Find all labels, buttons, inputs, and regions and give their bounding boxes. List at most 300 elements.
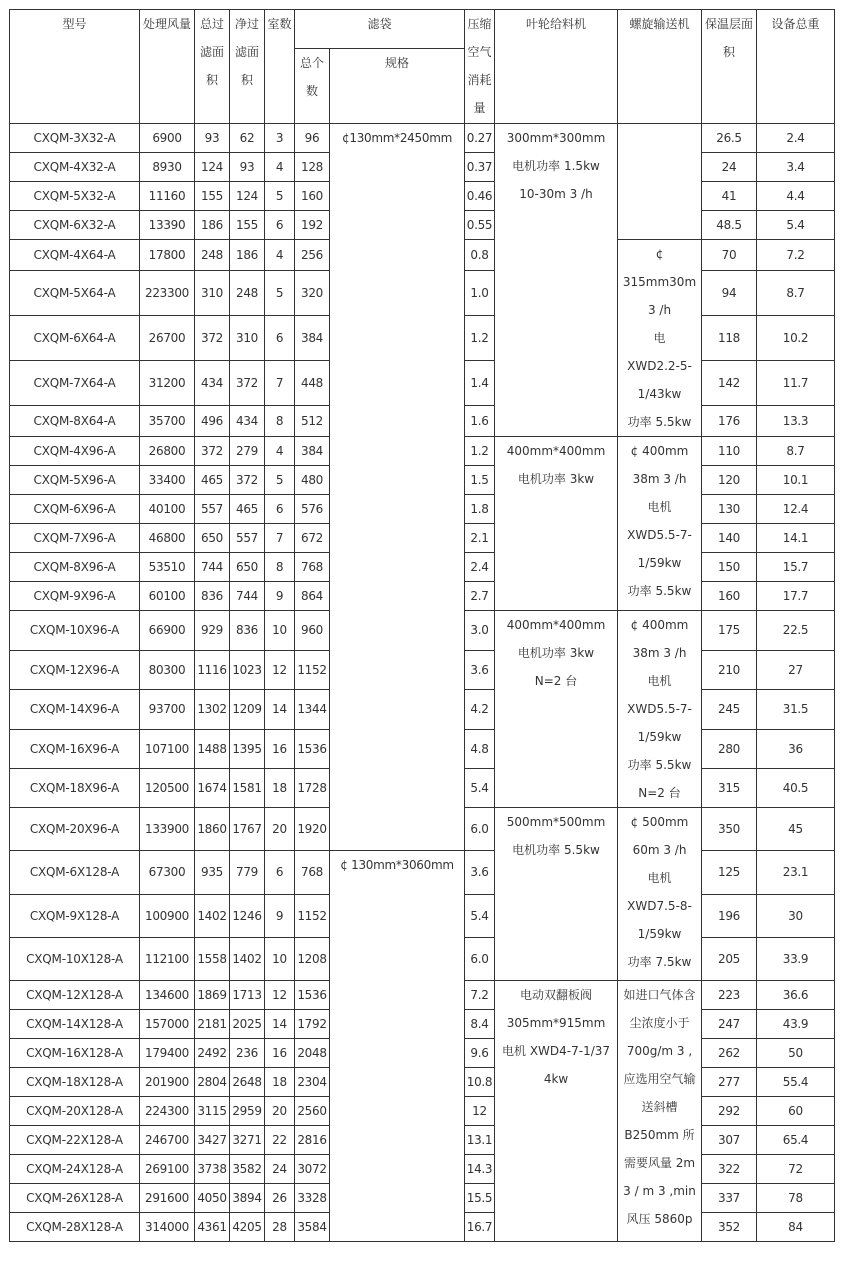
model-cell: CXQM-14X96-A xyxy=(10,690,140,729)
header-feeder: 叶轮给料机 xyxy=(495,10,618,124)
airflow-cell: 11160 xyxy=(140,182,195,211)
air-consumption-cell: 1.0 xyxy=(465,271,495,316)
conveyor-cell-line: 尘浓度小于 xyxy=(629,1015,690,1030)
air-consumption-cell: 5.4 xyxy=(465,768,495,807)
air-consumption-cell: 15.5 xyxy=(465,1183,495,1212)
net-area-cell: 2648 xyxy=(230,1067,265,1096)
rooms-cell: 10 xyxy=(265,611,295,650)
weight-cell: 13.3 xyxy=(757,406,835,437)
net-area-cell: 1402 xyxy=(230,937,265,980)
feeder-cell-line: 500mm*500mm xyxy=(506,815,606,830)
weight-cell: 8.7 xyxy=(757,437,835,466)
model-cell: CXQM-5X32-A xyxy=(10,182,140,211)
bag-count-cell: 1920 xyxy=(295,808,330,851)
weight-cell: 11.7 xyxy=(757,361,835,406)
total-area-cell: 3738 xyxy=(195,1154,230,1183)
insulation-cell: 277 xyxy=(702,1067,757,1096)
weight-cell: 7.2 xyxy=(757,240,835,271)
airflow-cell: 112100 xyxy=(140,937,195,980)
model-cell: CXQM-6X96-A xyxy=(10,495,140,524)
rooms-cell: 26 xyxy=(265,1183,295,1212)
airflow-cell: 120500 xyxy=(140,768,195,807)
bag-count-cell: 2304 xyxy=(295,1067,330,1096)
rooms-cell: 24 xyxy=(265,1154,295,1183)
total-area-cell: 935 xyxy=(195,851,230,894)
feeder-cell-line: 电动双翻板阀 xyxy=(520,987,593,1002)
net-area-cell: 1246 xyxy=(230,894,265,937)
model-cell: CXQM-20X128-A xyxy=(10,1096,140,1125)
model-cell: CXQM-10X128-A xyxy=(10,937,140,980)
insulation-cell: 205 xyxy=(702,937,757,980)
airflow-cell: 224300 xyxy=(140,1096,195,1125)
header-rooms: 室数 xyxy=(265,10,295,124)
rooms-cell: 9 xyxy=(265,894,295,937)
air-consumption-cell: 8.4 xyxy=(465,1009,495,1038)
insulation-cell: 262 xyxy=(702,1038,757,1067)
header-conveyor: 螺旋输送机 xyxy=(618,10,702,124)
model-cell: CXQM-4X96-A xyxy=(10,437,140,466)
total-area-cell: 124 xyxy=(195,153,230,182)
feeder-cell xyxy=(495,437,618,611)
conveyor-cell-line: 功率 7.5kw xyxy=(627,955,692,970)
feeder-cell xyxy=(495,980,618,1241)
weight-cell: 5.4 xyxy=(757,211,835,240)
weight-cell: 30 xyxy=(757,894,835,937)
weight-cell: 2.4 xyxy=(757,124,835,153)
rooms-cell: 4 xyxy=(265,153,295,182)
feeder-cell-line: 电机功率 3kw xyxy=(517,472,595,487)
feeder-cell-line: N=2 台 xyxy=(534,674,578,689)
conveyor-cell-line: 电机 xyxy=(647,871,672,886)
rooms-cell: 8 xyxy=(265,553,295,582)
insulation-cell: 24 xyxy=(702,153,757,182)
feeder-cell-line: 电机功率 1.5kw xyxy=(512,159,600,173)
header-weight: 设备总重 xyxy=(757,10,835,124)
insulation-cell: 223 xyxy=(702,980,757,1009)
insulation-cell: 210 xyxy=(702,650,757,689)
airflow-cell: 133900 xyxy=(140,808,195,851)
air-consumption-cell: 6.0 xyxy=(465,808,495,851)
conveyor-cell-empty xyxy=(618,124,702,240)
table-row xyxy=(10,124,835,153)
net-area-cell: 3894 xyxy=(230,1183,265,1212)
net-area-cell: 557 xyxy=(230,524,265,553)
air-consumption-cell: 1.2 xyxy=(465,316,495,361)
weight-cell: 84 xyxy=(757,1212,835,1241)
total-area-cell: 2804 xyxy=(195,1067,230,1096)
insulation-cell: 292 xyxy=(702,1096,757,1125)
net-area-cell: 310 xyxy=(230,316,265,361)
bag-count-cell: 3584 xyxy=(295,1212,330,1241)
total-area-cell: 836 xyxy=(195,582,230,611)
bag-count-cell: 256 xyxy=(295,240,330,271)
weight-cell: 14.1 xyxy=(757,524,835,553)
total-area-cell: 929 xyxy=(195,611,230,650)
insulation-cell: 130 xyxy=(702,495,757,524)
rooms-cell: 6 xyxy=(265,851,295,894)
weight-cell: 50 xyxy=(757,1038,835,1067)
air-consumption-cell: 14.3 xyxy=(465,1154,495,1183)
air-consumption-cell: 2.7 xyxy=(465,582,495,611)
bag-count-cell: 96 xyxy=(295,124,330,153)
conveyor-cell-line: 风压 5860p xyxy=(626,1211,693,1226)
insulation-cell: 337 xyxy=(702,1183,757,1212)
net-area-cell: 236 xyxy=(230,1038,265,1067)
air-consumption-cell: 12 xyxy=(465,1096,495,1125)
weight-cell: 40.5 xyxy=(757,768,835,807)
feeder-cell xyxy=(495,808,618,980)
net-area-cell: 248 xyxy=(230,271,265,316)
airflow-cell: 134600 xyxy=(140,980,195,1009)
airflow-cell: 6900 xyxy=(140,124,195,153)
weight-cell: 23.1 xyxy=(757,851,835,894)
weight-cell: 36.6 xyxy=(757,980,835,1009)
air-consumption-cell: 2.4 xyxy=(465,553,495,582)
total-area-cell: 186 xyxy=(195,211,230,240)
model-cell: CXQM-7X96-A xyxy=(10,524,140,553)
model-cell: CXQM-22X128-A xyxy=(10,1125,140,1154)
airflow-cell: 179400 xyxy=(140,1038,195,1067)
conveyor-cell-line: XWD7.5-8- xyxy=(627,899,692,914)
rooms-cell: 4 xyxy=(265,437,295,466)
airflow-cell: 26800 xyxy=(140,437,195,466)
rooms-cell: 16 xyxy=(265,729,295,768)
model-cell: CXQM-8X64-A xyxy=(10,406,140,437)
weight-cell: 22.5 xyxy=(757,611,835,650)
air-consumption-cell: 1.2 xyxy=(465,437,495,466)
total-area-cell: 1402 xyxy=(195,894,230,937)
total-area-cell: 650 xyxy=(195,524,230,553)
total-area-cell: 93 xyxy=(195,124,230,153)
header-net-area: 净过滤面积 xyxy=(230,10,265,124)
total-area-cell: 310 xyxy=(195,271,230,316)
bag-count-cell: 768 xyxy=(295,851,330,894)
model-cell: CXQM-3X32-A xyxy=(10,124,140,153)
model-cell: CXQM-18X128-A xyxy=(10,1067,140,1096)
model-cell: CXQM-6X32-A xyxy=(10,211,140,240)
model-cell: CXQM-12X128-A xyxy=(10,980,140,1009)
model-cell: CXQM-4X64-A xyxy=(10,240,140,271)
header-air-consumption: 压缩空气消耗量 xyxy=(465,10,495,124)
total-area-cell: 1302 xyxy=(195,690,230,729)
header-insulation: 保温层面积 xyxy=(702,10,757,124)
insulation-cell: 94 xyxy=(702,271,757,316)
header-airflow: 处理风量 xyxy=(140,10,195,124)
insulation-cell: 175 xyxy=(702,611,757,650)
conveyor-cell-line: 1/59kw xyxy=(637,927,682,942)
rooms-cell: 20 xyxy=(265,808,295,851)
model-cell: CXQM-4X32-A xyxy=(10,153,140,182)
net-area-cell: 836 xyxy=(230,611,265,650)
insulation-cell: 315 xyxy=(702,768,757,807)
model-cell: CXQM-5X64-A xyxy=(10,271,140,316)
airflow-cell: 17800 xyxy=(140,240,195,271)
airflow-cell: 31200 xyxy=(140,361,195,406)
total-area-cell: 1674 xyxy=(195,768,230,807)
airflow-cell: 291600 xyxy=(140,1183,195,1212)
conveyor-cell-line: ¢ 500mm xyxy=(630,815,689,830)
air-consumption-cell: 0.55 xyxy=(465,211,495,240)
weight-cell: 33.9 xyxy=(757,937,835,980)
conveyor-cell xyxy=(618,437,702,611)
air-consumption-cell: 1.8 xyxy=(465,495,495,524)
rooms-cell: 7 xyxy=(265,361,295,406)
total-area-cell: 372 xyxy=(195,316,230,361)
weight-cell: 17.7 xyxy=(757,582,835,611)
rooms-cell: 5 xyxy=(265,466,295,495)
air-consumption-cell: 3.0 xyxy=(465,611,495,650)
insulation-cell: 125 xyxy=(702,851,757,894)
conveyor-cell-line: 功率 5.5kw xyxy=(627,415,692,430)
airflow-cell: 67300 xyxy=(140,851,195,894)
rooms-cell: 14 xyxy=(265,690,295,729)
net-area-cell: 186 xyxy=(230,240,265,271)
insulation-cell: 140 xyxy=(702,524,757,553)
air-consumption-cell: 1.6 xyxy=(465,406,495,437)
rooms-cell: 12 xyxy=(265,650,295,689)
feeder-cell-line: 电机功率 3kw xyxy=(517,646,595,661)
model-cell: CXQM-16X96-A xyxy=(10,729,140,768)
insulation-cell: 48.5 xyxy=(702,211,757,240)
air-consumption-cell: 3.6 xyxy=(465,851,495,894)
weight-cell: 78 xyxy=(757,1183,835,1212)
feeder-cell-line: 305mm*915mm xyxy=(506,1015,606,1030)
air-consumption-cell: 0.27 xyxy=(465,124,495,153)
bag-count-cell: 1792 xyxy=(295,1009,330,1038)
conveyor-cell-line: 送斜槽 xyxy=(641,1099,678,1114)
header-bag: 滤袋 xyxy=(295,10,465,49)
airflow-cell: 100900 xyxy=(140,894,195,937)
net-area-cell: 3271 xyxy=(230,1125,265,1154)
bag-count-cell: 1728 xyxy=(295,768,330,807)
rooms-cell: 3 xyxy=(265,124,295,153)
total-area-cell: 3427 xyxy=(195,1125,230,1154)
rooms-cell: 16 xyxy=(265,1038,295,1067)
net-area-cell: 1209 xyxy=(230,690,265,729)
conveyor-cell xyxy=(618,240,702,437)
air-consumption-cell: 4.8 xyxy=(465,729,495,768)
bag-count-cell: 864 xyxy=(295,582,330,611)
air-consumption-cell: 0.8 xyxy=(465,240,495,271)
airflow-cell: 8930 xyxy=(140,153,195,182)
weight-cell: 12.4 xyxy=(757,495,835,524)
model-cell: CXQM-26X128-A xyxy=(10,1183,140,1212)
feeder-cell-line: 电机功率 5.5kw xyxy=(512,843,600,858)
conveyor-cell-line: 315mm30m xyxy=(622,275,697,290)
net-area-cell: 279 xyxy=(230,437,265,466)
weight-cell: 10.1 xyxy=(757,466,835,495)
conveyor-cell-line: B250mm 所 xyxy=(624,1127,695,1142)
total-area-cell: 1116 xyxy=(195,650,230,689)
rooms-cell: 4 xyxy=(265,240,295,271)
total-area-cell: 557 xyxy=(195,495,230,524)
insulation-cell: 352 xyxy=(702,1212,757,1241)
bag-count-cell: 1344 xyxy=(295,690,330,729)
bag-count-cell: 160 xyxy=(295,182,330,211)
bag-spec-cell: ¢130mm*2450mm xyxy=(330,124,465,851)
total-area-cell: 3115 xyxy=(195,1096,230,1125)
rooms-cell: 18 xyxy=(265,1067,295,1096)
conveyor-cell-line: XWD5.5-7- xyxy=(627,528,692,543)
net-area-cell: 2959 xyxy=(230,1096,265,1125)
conveyor-cell-line: 电机 xyxy=(647,674,672,689)
bag-count-cell: 3072 xyxy=(295,1154,330,1183)
airflow-cell: 107100 xyxy=(140,729,195,768)
total-area-cell: 1869 xyxy=(195,980,230,1009)
net-area-cell: 1023 xyxy=(230,650,265,689)
total-area-cell: 1860 xyxy=(195,808,230,851)
total-area-cell: 1488 xyxy=(195,729,230,768)
feeder-cell-line: 4kw xyxy=(543,1071,569,1086)
bag-count-cell: 480 xyxy=(295,466,330,495)
bag-count-cell: 384 xyxy=(295,316,330,361)
conveyor-cell-line: XWD5.5-7- xyxy=(627,702,692,717)
model-cell: CXQM-10X96-A xyxy=(10,611,140,650)
weight-cell: 36 xyxy=(757,729,835,768)
conveyor-cell xyxy=(618,980,702,1241)
insulation-cell: 110 xyxy=(702,437,757,466)
model-cell: CXQM-7X64-A xyxy=(10,361,140,406)
airflow-cell: 53510 xyxy=(140,553,195,582)
conveyor-cell-line: 3 /h xyxy=(647,303,672,318)
weight-cell: 65.4 xyxy=(757,1125,835,1154)
weight-cell: 45 xyxy=(757,808,835,851)
bag-count-cell: 576 xyxy=(295,495,330,524)
weight-cell: 27 xyxy=(757,650,835,689)
rooms-cell: 8 xyxy=(265,406,295,437)
insulation-cell: 150 xyxy=(702,553,757,582)
net-area-cell: 1395 xyxy=(230,729,265,768)
air-consumption-cell: 10.8 xyxy=(465,1067,495,1096)
insulation-cell: 142 xyxy=(702,361,757,406)
conveyor-cell-line: 需要风量 2m xyxy=(623,1155,696,1170)
net-area-cell: 93 xyxy=(230,153,265,182)
bag-count-cell: 1536 xyxy=(295,980,330,1009)
airflow-cell: 40100 xyxy=(140,495,195,524)
airflow-cell: 246700 xyxy=(140,1125,195,1154)
conveyor-cell-line: 60m 3 /h xyxy=(632,843,687,858)
airflow-cell: 314000 xyxy=(140,1212,195,1241)
model-cell: CXQM-16X128-A xyxy=(10,1038,140,1067)
total-area-cell: 2181 xyxy=(195,1009,230,1038)
rooms-cell: 5 xyxy=(265,182,295,211)
conveyor-cell-line: 应选用空气输 xyxy=(623,1071,696,1086)
insulation-cell: 322 xyxy=(702,1154,757,1183)
conveyor-cell-line: 1/43kw xyxy=(637,387,682,402)
air-consumption-cell: 2.1 xyxy=(465,524,495,553)
net-area-cell: 1713 xyxy=(230,980,265,1009)
model-cell: CXQM-14X128-A xyxy=(10,1009,140,1038)
rooms-cell: 6 xyxy=(265,316,295,361)
model-cell: CXQM-6X128-A xyxy=(10,851,140,894)
airflow-cell: 269100 xyxy=(140,1154,195,1183)
rooms-cell: 14 xyxy=(265,1009,295,1038)
air-consumption-cell: 0.37 xyxy=(465,153,495,182)
weight-cell: 72 xyxy=(757,1154,835,1183)
net-area-cell: 650 xyxy=(230,553,265,582)
header-model: 型号 xyxy=(10,10,140,124)
insulation-cell: 70 xyxy=(702,240,757,271)
air-consumption-cell: 0.46 xyxy=(465,182,495,211)
rooms-cell: 9 xyxy=(265,582,295,611)
air-consumption-cell: 9.6 xyxy=(465,1038,495,1067)
net-area-cell: 3582 xyxy=(230,1154,265,1183)
air-consumption-cell: 4.2 xyxy=(465,690,495,729)
total-area-cell: 496 xyxy=(195,406,230,437)
airflow-cell: 80300 xyxy=(140,650,195,689)
bag-count-cell: 3328 xyxy=(295,1183,330,1212)
insulation-cell: 307 xyxy=(702,1125,757,1154)
conveyor-cell-line: ¢ 400mm xyxy=(630,444,689,459)
insulation-cell: 176 xyxy=(702,406,757,437)
air-consumption-cell: 1.4 xyxy=(465,361,495,406)
bag-count-cell: 960 xyxy=(295,611,330,650)
total-area-cell: 4050 xyxy=(195,1183,230,1212)
weight-cell: 43.9 xyxy=(757,1009,835,1038)
airflow-cell: 60100 xyxy=(140,582,195,611)
conveyor-cell-line: 功率 5.5kw xyxy=(627,758,692,773)
insulation-cell: 280 xyxy=(702,729,757,768)
insulation-cell: 26.5 xyxy=(702,124,757,153)
air-consumption-cell: 7.2 xyxy=(465,980,495,1009)
total-area-cell: 4361 xyxy=(195,1212,230,1241)
bag-count-cell: 512 xyxy=(295,406,330,437)
conveyor-cell-line: 电 xyxy=(653,331,666,346)
rooms-cell: 7 xyxy=(265,524,295,553)
model-cell: CXQM-6X64-A xyxy=(10,316,140,361)
spec-table xyxy=(9,9,835,1242)
rooms-cell: 28 xyxy=(265,1212,295,1241)
feeder-cell xyxy=(495,611,618,808)
conveyor-cell-line: 1/59kw xyxy=(637,556,682,571)
bag-count-cell: 1152 xyxy=(295,894,330,937)
net-area-cell: 1581 xyxy=(230,768,265,807)
model-cell: CXQM-18X96-A xyxy=(10,768,140,807)
airflow-cell: 93700 xyxy=(140,690,195,729)
conveyor-cell-line: 700g/m 3 , xyxy=(626,1043,693,1058)
weight-cell: 3.4 xyxy=(757,153,835,182)
model-cell: CXQM-24X128-A xyxy=(10,1154,140,1183)
bag-count-cell: 2816 xyxy=(295,1125,330,1154)
insulation-cell: 120 xyxy=(702,466,757,495)
bag-count-cell: 2048 xyxy=(295,1038,330,1067)
header-total-area: 总过滤面积 xyxy=(195,10,230,124)
total-area-cell: 155 xyxy=(195,182,230,211)
insulation-cell: 247 xyxy=(702,1009,757,1038)
net-area-cell: 2025 xyxy=(230,1009,265,1038)
net-area-cell: 4205 xyxy=(230,1212,265,1241)
insulation-cell: 350 xyxy=(702,808,757,851)
weight-cell: 55.4 xyxy=(757,1067,835,1096)
airflow-cell: 26700 xyxy=(140,316,195,361)
airflow-cell: 13390 xyxy=(140,211,195,240)
conveyor-cell-line: 38m 3 /h xyxy=(632,472,687,487)
net-area-cell: 372 xyxy=(230,466,265,495)
feeder-cell-line: 400mm*400mm xyxy=(506,618,606,633)
net-area-cell: 155 xyxy=(230,211,265,240)
bag-count-cell: 128 xyxy=(295,153,330,182)
bag-count-cell: 320 xyxy=(295,271,330,316)
rooms-cell: 6 xyxy=(265,211,295,240)
conveyor-cell-line: ¢ xyxy=(655,247,664,262)
insulation-cell: 118 xyxy=(702,316,757,361)
bag-count-cell: 768 xyxy=(295,553,330,582)
conveyor-cell xyxy=(618,611,702,808)
insulation-cell: 41 xyxy=(702,182,757,211)
model-cell: CXQM-12X96-A xyxy=(10,650,140,689)
insulation-cell: 196 xyxy=(702,894,757,937)
bag-count-cell: 2560 xyxy=(295,1096,330,1125)
